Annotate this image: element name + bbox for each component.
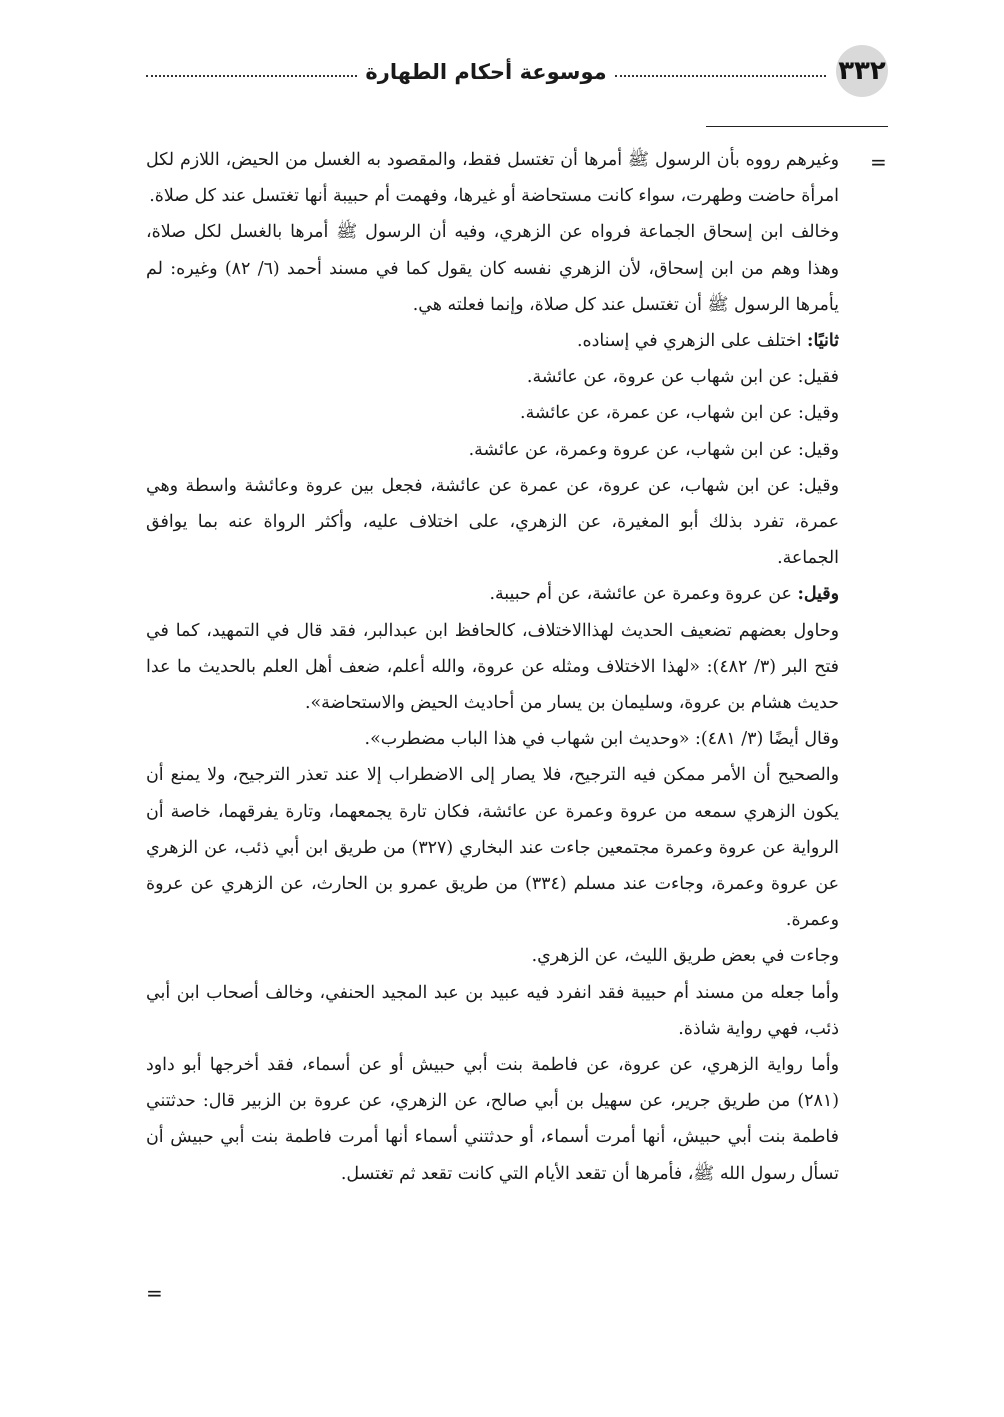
paragraph-text: اختلف على الزهري في إسناده. — [576, 331, 808, 352]
continuation-mark-bottom: = — [146, 1281, 163, 1305]
paragraph: وقيل: عن ابن شهاب، عن عمرة، عن عائشة. — [520, 403, 839, 424]
header-dots-left — [146, 75, 357, 77]
paragraph: وقال أيضًا (٣/ ٤٨١): «وحديث ابن شهاب في هذا الباب مضطرب». — [364, 729, 839, 750]
paragraph: وقيل: عن ابن شهاب، عن عروة، عن عمرة عن عائشة، فجعل بين عروة وعائشة واسطة وهي عمرة، تفرد بذلك أبو المغيرة، عن الزهري، على اختلاف عليه، وأكثر الرواة عنه بما يوافق الجماعة. — [146, 475, 839, 569]
paragraph: والصحيح أن الأمر ممكن فيه الترجيح، فلا يصار إلى الاضطراب إلا عند تعذر الترجيح، ولا يمنع أن يكون الزهري سمعه من عروة وعمرة عن عائشة، فكان تارة يجمعهما، وتارة يفرقهما، خاصة أن الرواية عن عروة وعمرة مجتمعين جاءت عند البخاري (٣٢٧) من طريق ابن أبي ذئب، عن الزهري عن عروة وعمرة، وجاءت عند مسلم (٣٣٤) من طريق عمرو بن الحارث، عن الزهري عن عروة وعمرة. — [146, 765, 840, 931]
paragraph: وأما جعله من مسند أم حبيبة فقد انفرد فيه عبيد بن عبد المجيد الحنفي، وخالف أصحاب ابن أبي ذئب، فهي رواية شاذة. — [146, 982, 839, 1039]
book-title: موسوعة أحكام الطهارة — [365, 60, 607, 84]
running-header — [146, 55, 826, 89]
paragraph — [146, 576, 839, 612]
paragraph: فقيل: عن ابن شهاب عن عروة، عن عائشة. — [526, 367, 839, 388]
paragraph: وحاول بعضهم تضعيف الحديث لهذاالاختلاف، كالحافظ ابن عبدالبر، فقد قال في التمهيد، كما في فتح البر (٣/ ٤٨٢): «لهذا الاختلاف ومثله عن عروة، والله أعلم، ضعف أهل العلم بالحديث ما عدا حديث هشام بن عروة، وسليمان بن يسار من أحاديث الحيض والاستحاضة». — [146, 620, 839, 714]
page-number: ٣٣٢ — [836, 45, 888, 97]
paragraph-label: وقيل: — [797, 584, 839, 605]
footnote-separator — [706, 126, 888, 127]
footnote-body — [146, 142, 839, 1192]
paragraph-text: عن عروة وعمرة عن عائشة، عن أم حبيبة. — [489, 584, 798, 605]
paragraph: وقيل: عن ابن شهاب، عن عروة وعمرة، عن عائشة. — [468, 439, 839, 460]
paragraph: وأما رواية الزهري، عن عروة، عن فاطمة بنت أبي حبيش أو عن أسماء، فقد أخرجها أبو داود (٢٨١) من طريق جرير، عن سهيل بن أبي صالح، عن الزهري، عن عروة بن الزبير قال: حدثتني فاطمة بنت أبي حبيش، أنها أمرت أسماء، أو حدثتني أسماء أنها أمرت فاطمة بنت أبي حبيش أن تسأل رسول الله ﷺ، فأمرها أن تقعد الأيام التي كانت تقعد ثم تغتسل. — [146, 1055, 839, 1184]
paragraph-label: ثانيًا: — [807, 331, 839, 352]
header-dots-right — [615, 75, 826, 77]
paragraph: وجاءت في بعض طريق الليث، عن الزهري. — [531, 946, 839, 967]
paragraph: وخالف ابن إسحاق الجماعة فرواه عن الزهري، وفيه أن الرسول ﷺ أمرها بالغسل لكل صلاة، وهذا وهم من ابن إسحاق، لأن الزهري نفسه كان يقول كما في مسند أحمد (٦/ ٨٢) وغيره: لم يأمرها الرسول ﷺ أن تغتسل عند كل صلاة، وإنما فعلته هي. — [146, 222, 839, 315]
paragraph — [146, 323, 839, 359]
continuation-mark-top: = — [870, 150, 887, 174]
paragraph: وغيرهم رووه بأن الرسول ﷺ أمرها أن تغتسل فقط، والمقصود به الغسل من الحيض، اللازم لكل امرأة حاضت وطهرت، سواء كانت مستحاضة أو غيرها، وفهمت أم حبيبة أنها تغتسل عند كل صلاة. — [146, 150, 839, 207]
